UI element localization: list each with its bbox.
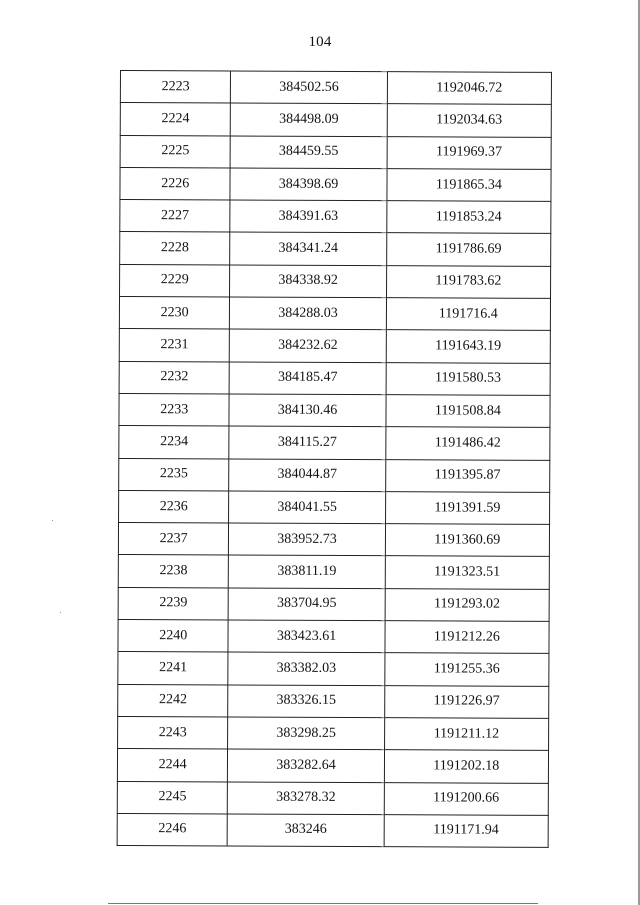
y-coordinate-cell: 1191783.62 (386, 265, 550, 298)
y-coordinate-cell: 1191226.97 (384, 685, 548, 718)
page-number: 104 (308, 34, 332, 50)
point-id-cell: 2223 (120, 71, 231, 104)
table-row (120, 103, 551, 137)
table-row (118, 587, 549, 621)
x-coordinate-cell: 383704.95 (229, 588, 385, 621)
y-coordinate-cell: 1191580.53 (386, 362, 550, 395)
y-coordinate-cell: 1191360.69 (385, 524, 549, 557)
x-coordinate-cell: 383952.73 (229, 523, 385, 556)
point-id-cell: 2245 (117, 781, 228, 814)
point-id-cell: 2244 (117, 749, 228, 782)
x-coordinate-cell: 384498.09 (231, 103, 387, 136)
y-coordinate-cell: 1191786.69 (386, 233, 550, 266)
table-row (118, 620, 549, 654)
y-coordinate-cell: 1191211.12 (384, 718, 548, 751)
y-coordinate-cell: 1191969.37 (387, 136, 551, 169)
y-coordinate-cell: 1191853.24 (386, 201, 550, 234)
table-row (119, 426, 550, 460)
point-id-cell: 2238 (118, 555, 229, 588)
table-row (118, 684, 549, 718)
y-coordinate-cell: 1191391.59 (385, 492, 549, 525)
bottom-scan-line (108, 903, 538, 904)
x-coordinate-cell: 384130.46 (229, 394, 385, 427)
x-coordinate-cell: 384459.55 (230, 136, 386, 169)
x-coordinate-cell: 384502.56 (231, 71, 387, 104)
x-coordinate-cell: 383298.25 (228, 717, 384, 750)
point-id-cell: 2232 (119, 361, 230, 394)
y-coordinate-cell: 1192046.72 (387, 72, 551, 105)
table-row (120, 167, 551, 201)
x-coordinate-cell: 383382.03 (228, 652, 384, 685)
scan-speck (60, 612, 61, 613)
coordinate-table-body (117, 71, 551, 848)
point-id-cell: 2236 (119, 490, 230, 523)
x-coordinate-cell: 383282.64 (228, 749, 384, 782)
x-coordinate-cell: 383423.61 (228, 620, 384, 653)
y-coordinate-cell: 1191323.51 (385, 556, 549, 589)
table-row (120, 71, 551, 105)
point-id-cell: 2228 (120, 232, 231, 265)
y-coordinate-cell: 1192034.63 (387, 104, 551, 137)
table-row (120, 135, 551, 169)
point-id-cell: 2233 (119, 393, 230, 426)
table-row (117, 781, 548, 815)
y-coordinate-cell: 1191255.36 (385, 653, 549, 686)
x-coordinate-cell: 384115.27 (229, 426, 385, 459)
point-id-cell: 2231 (119, 329, 230, 362)
y-coordinate-cell: 1191200.66 (384, 782, 548, 815)
table-row (119, 458, 550, 492)
table-row (118, 555, 549, 589)
table-row (119, 490, 550, 524)
table-row (118, 716, 549, 750)
y-coordinate-cell: 1191212.26 (385, 621, 549, 654)
point-id-cell: 2226 (120, 167, 231, 200)
point-id-cell: 2242 (118, 684, 229, 717)
y-coordinate-cell: 1191865.34 (387, 169, 551, 202)
table-row (118, 652, 549, 686)
table-row (119, 297, 550, 331)
x-coordinate-cell: 384232.62 (230, 329, 386, 362)
table-row (120, 200, 551, 234)
point-id-cell: 2239 (118, 587, 229, 620)
point-id-cell: 2224 (120, 103, 231, 136)
table-row (120, 232, 551, 266)
point-id-cell: 2234 (119, 426, 230, 459)
x-coordinate-cell: 383246 (228, 814, 384, 847)
table-row (120, 264, 551, 298)
point-id-cell: 2240 (118, 620, 229, 653)
x-coordinate-cell: 384341.24 (230, 232, 386, 265)
y-coordinate-cell: 1191202.18 (384, 750, 548, 783)
point-id-cell: 2241 (118, 652, 229, 685)
point-id-cell: 2237 (118, 523, 229, 556)
point-id-cell: 2235 (119, 458, 230, 491)
coordinate-table (117, 70, 552, 848)
point-id-cell: 2227 (120, 200, 231, 233)
x-coordinate-cell: 383278.32 (228, 782, 384, 815)
y-coordinate-cell: 1191508.84 (386, 395, 550, 428)
x-coordinate-cell: 384044.87 (229, 459, 385, 492)
x-coordinate-cell: 384398.69 (230, 168, 386, 201)
y-coordinate-cell: 1191171.94 (384, 814, 548, 847)
table-row (118, 523, 549, 557)
table-row (119, 361, 550, 395)
point-id-cell: 2246 (117, 813, 228, 846)
scan-speck (52, 520, 53, 521)
x-coordinate-cell: 383811.19 (229, 555, 385, 588)
table-row (119, 393, 550, 427)
point-id-cell: 2243 (118, 716, 229, 749)
y-coordinate-cell: 1191395.87 (385, 459, 549, 492)
y-coordinate-cell: 1191293.02 (385, 588, 549, 621)
x-coordinate-cell: 383326.15 (228, 685, 384, 718)
table-row (119, 329, 550, 363)
x-coordinate-cell: 384041.55 (229, 491, 385, 524)
point-id-cell: 2229 (120, 264, 231, 297)
x-coordinate-cell: 384338.92 (230, 265, 386, 298)
x-coordinate-cell: 384391.63 (230, 200, 386, 233)
point-id-cell: 2230 (119, 297, 230, 330)
table-row (117, 813, 548, 847)
x-coordinate-cell: 384288.03 (230, 297, 386, 330)
y-coordinate-cell: 1191486.42 (386, 427, 550, 460)
y-coordinate-cell: 1191643.19 (386, 330, 550, 363)
table-row (117, 749, 548, 783)
x-coordinate-cell: 384185.47 (229, 362, 385, 395)
point-id-cell: 2225 (120, 135, 231, 168)
y-coordinate-cell: 1191716.4 (386, 298, 550, 331)
